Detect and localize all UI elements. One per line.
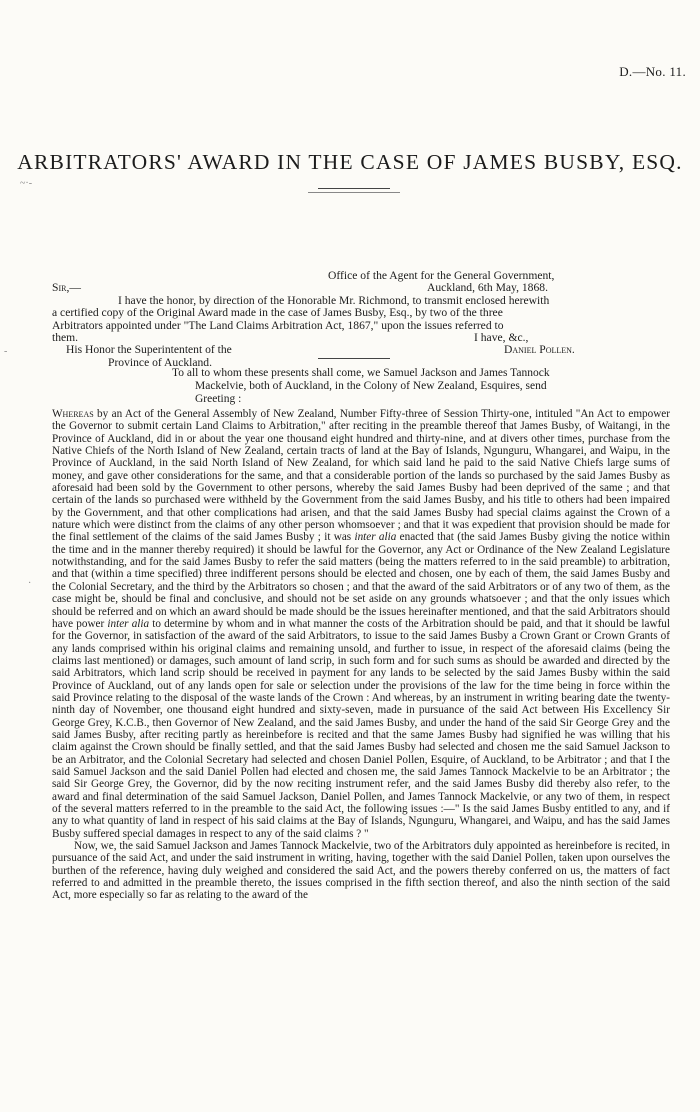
document-reference: D.—No. 11. (619, 64, 686, 79)
divider (318, 358, 390, 359)
page-title: ARBITRATORS' AWARD IN THE CASE OF JAMES BUSBY, ESQ. (17, 150, 683, 174)
divider (308, 192, 400, 193)
letter-recipient: His Honor the Superintentent of the (66, 343, 232, 357)
margin-mark: ~·- (20, 178, 33, 189)
margin-mark: - (4, 346, 8, 357)
award-paragraph: Now, we, the said Samuel Jackson and James Tannock Mackelvie, two of the Arbitrators duly appointed as hereinbefore is recited, in pursuance of the said Act, and under the said instrument in writing, having, together with the said Daniel Pollen, taken upon ourselves the burthen of the reference, having duly weighed and considered the said Act, and the powers thereby conferred on us, the matters of fact referred to and admitted in the preamble thereto, the issues comprised in the fifth section thereof, and also the ninth section of the said Act, more especially so far as relating to the award of the (52, 840, 670, 902)
letter-office: Office of the Agent for the General Government, (328, 269, 555, 282)
letter-body-line: Arbitrators appointed under "The Land Claims Arbitration Act, 1867," upon the issues referred to (52, 318, 504, 332)
letter-body-line: a certified copy of the Original Award made in the case of James Busby, Esq., by two of the three (52, 306, 503, 320)
letter-salutation: Sir,— (52, 281, 81, 295)
award-preamble-line: To all to whom these presents shall come, we Samuel Jackson and James Tannock (172, 367, 550, 379)
award-whereas: Whereas (52, 408, 94, 420)
divider (318, 188, 390, 189)
award-paragraph: Whereas by an Act of the General Assembly of New Zealand, Number Fifty-three of Session Thirty-one, intituled "An Act to empower the Governor to submit certain Land Claims to Arbitration," after reciting in the preamble thereof that James Busby, of Waitangi, in the Province of Auckland, did in or about the year one thousand eight hundred and thirty-nine, and at divers other times, purchase from the Native Chiefs of the North Island of New Zealand, certain tracts of land at the Bay of Islands, Ngunguru, Whangarei, and Waipu, in the Province of Auckland, in the said North Island of New Zealand, for which said land he paid to the said Native Chiefs large sums of money, and gave other considerations for the same, and that a considerable portion of the lands so purchased by the said James Busby as aforesaid had been sold by the Government to other persons, whereby the said James Busby had been deprived of the same ; and that certain of the lands so purchased were withheld by the Government from the said James Busby, and his title to others had been impaired by the Government, and that other complications had arisen, and that the said James Busby had special claims against the Crown of a nature which were distinct from the claims of any other person whomsoever ; and that it was expedient that provision should be made for the final settlement of the claims of the said James Busby ; it was inter alia enacted that (the said James Busby giving the notice within the time and in the manner thereby required) it should be lawful for the Governor, any Act or Ordinance of the New Zealand Legislature notwithstanding, and for the said James Busby to refer the said matters (being the matters referred to in the said preamble) to arbitration, and that (within a time specified) three indifferent persons should be elected and chosen, one by each of them, the said James Busby and the Colonial Secretary, and the third by the Arbitrators so chosen ; and that the award of the said Arbitrators or of any two of them, as the case might be, should be final and conclusive, and should not be set aside on any grounds whatsoever ; and that the only issues which should be referred and on which an award should be made should be the issues hereinafter mentioned, and that the said Arbitrators should have power inter alia to determine by whom and in what manner the costs of the Arbitration should be paid, and that it should be lawful for the Governor, in satisfaction of the award of the said Arbitrators, to issue to the said James Busby a Crown Grant or Crown Grants of any lands comprised within his original claims and remaining unsold, and further to issue, in respect of the aforesaid claims (being the claims last mentioned) or damages, such amount of land scrip, in such form and for such sums as should be awarded and directed by the said Arbitrators, which land scrip should be received in payment for any lands to be selected by the said James Busby within the said Province of Auckland, out of any lands open for sale or selection under the provisions of the law for the time being in force within the said Province relating to the disposal of the waste lands of the Crown : And whereas, by an instrument in writing bearing date the twenty-ninth day of November, one thousand eight hundred and sixty-seven, made in pursuance of the said Act between His Excellency Sir George Grey, K.C.B., then Governor of New Zealand, and the said James Busby, and under the hand of the said Sir George Grey and the said James Busby, after reciting partly as hereinbefore is recited and that the same James Busby had signified he was willing that his claim against the Crown should be finally settled, and that the said James Busby had selected and chosen me the said Samuel Jackson to be an Arbitrator, and the Colonial Secretary had selected and chosen Daniel Pollen, Esquire, of Auckland, to be Arbitrator ; and that I the said Samuel Jackson and the said Daniel Pollen had elected and chosen me, the said James Tannock Mackelvie to be an Arbitrator ; the said Sir George Grey, the Governor, did by the now reciting instrument refer, and the said James Busby did thereby also refer, to the award and final determination of the said Samuel Jackson, Daniel Pollen, and James Tannock Mackelvie, or any two of them, in respect of the several matters referred to in the preamble to the said Act, the following issues :—" Is the said James Busby entitled to any, and if any to what quantity of land in respect of his said claims at the Bay of Islands, Ngunguru, Whangarei, and Waipu, and has the said James Busby suffered special damages in respect to any of the said claims ? " (52, 408, 671, 840)
letter-body-line: I have the honor, by direction of the Honorable Mr. Richmond, to transmit enclosed herewith (118, 293, 550, 307)
award-preamble-line: Greeting : (195, 393, 242, 405)
award-body (52, 408, 670, 902)
margin-mark: · (28, 578, 32, 589)
letter (52, 270, 670, 369)
letter-closing: I have, &c., (474, 331, 529, 345)
award-preamble-line: Mackelvie, both of Auckland, in the Colony of New Zealand, Esquires, send (195, 380, 547, 392)
award-preamble (52, 367, 670, 406)
letter-body-line: them. (52, 331, 79, 345)
letter-recipient: Province of Auckland. (108, 355, 212, 369)
letter-date: Auckland, 6th May, 1868. (427, 281, 548, 295)
letter-signature: Daniel Pollen. (504, 343, 575, 357)
